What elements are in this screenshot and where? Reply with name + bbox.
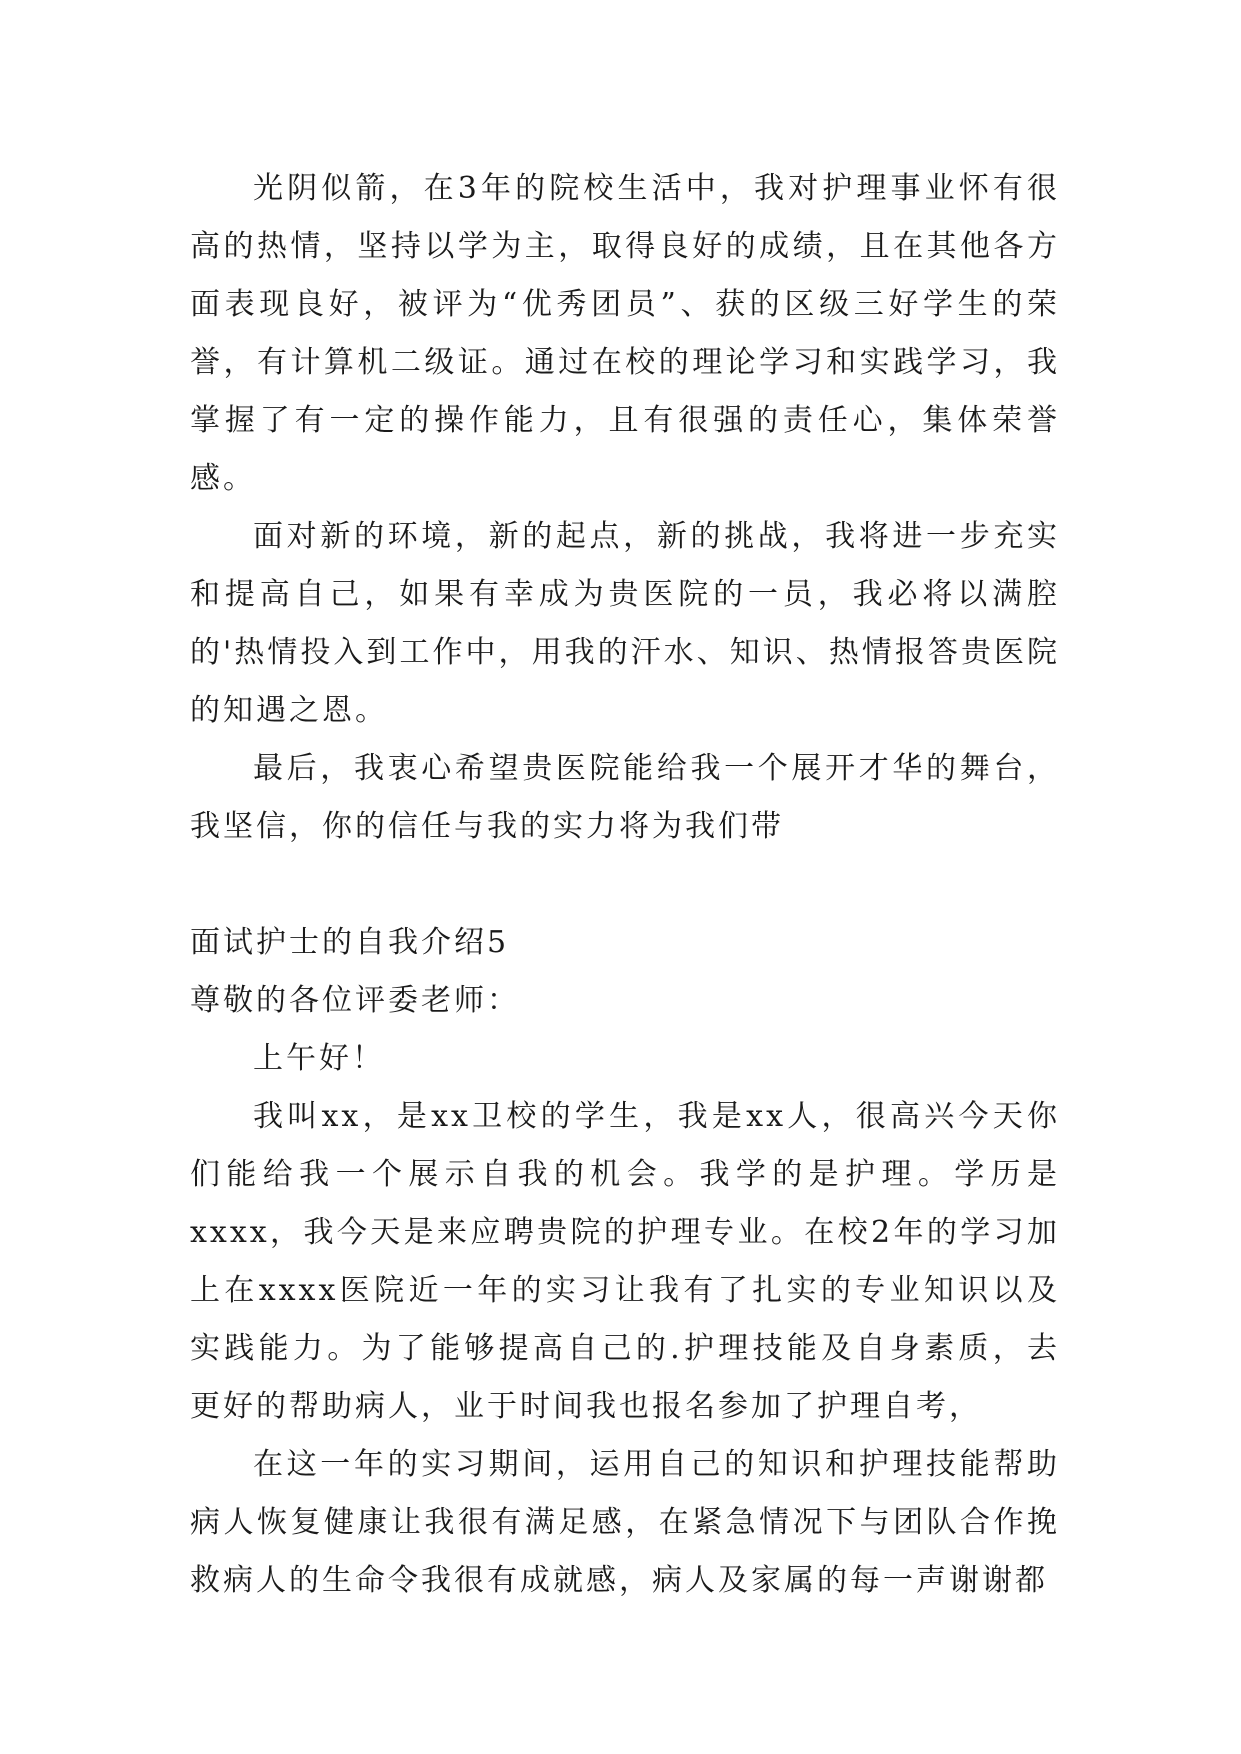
greeting: 上午好！: [253, 1041, 385, 1076]
document-body: [190, 160, 1060, 1610]
salutation: 尊敬的各位评委老师：: [190, 983, 520, 1018]
paragraph-study-achievements: 光阴似箭，在3年的院校生活中，我对护理事业怀有很高的热情，坚持以学为主，取得良好的成绩，且在其他各方面表现良好，被评为“优秀团员”、获的区级三好学生的荣誉，有计算机二级证。通过在校的理论学习和实践学习，我掌握了有一定的操作能力，且有很强的责任心，集体荣誉感。: [190, 171, 1060, 496]
paragraph-new-challenges: 面对新的环境，新的起点，新的挑战，我将进一步充实和提高自己，如果有幸成为贵医院的一员，我必将以满腔的'热情投入到工作中，用我的汗水、知识、热情报答贵医院的知遇之恩。: [190, 519, 1060, 728]
paragraph-self-introduction: 我叫xx，是xx卫校的学生，我是xx人，很高兴今天你们能给我一个展示自我的机会。我学的是护理。学历是xxxx，我今天是来应聘贵院的护理专业。在校2年的学习加上在xxxx医院近一年的实习让我有了扎实的专业知识以及实践能力。为了能够提高自己的.护理技能及自身素质，去更好的帮助病人，业于时间我也报名参加了护理自考，: [190, 1099, 1060, 1424]
section-spacer: [190, 856, 1060, 914]
paragraph-internship: 在这一年的实习期间，运用自己的知识和护理技能帮助病人恢复健康让我很有满足感，在紧急情况下与团队合作挽救病人的生命令我很有成就感，病人及家属的每一声谢谢都: [190, 1447, 1060, 1598]
paragraph-closing-hope: 最后，我衷心希望贵医院能给我一个展开才华的舞台，我坚信，你的信任与我的实力将为我们带: [190, 751, 1060, 844]
section-title: 面试护士的自我介绍5: [190, 925, 510, 960]
